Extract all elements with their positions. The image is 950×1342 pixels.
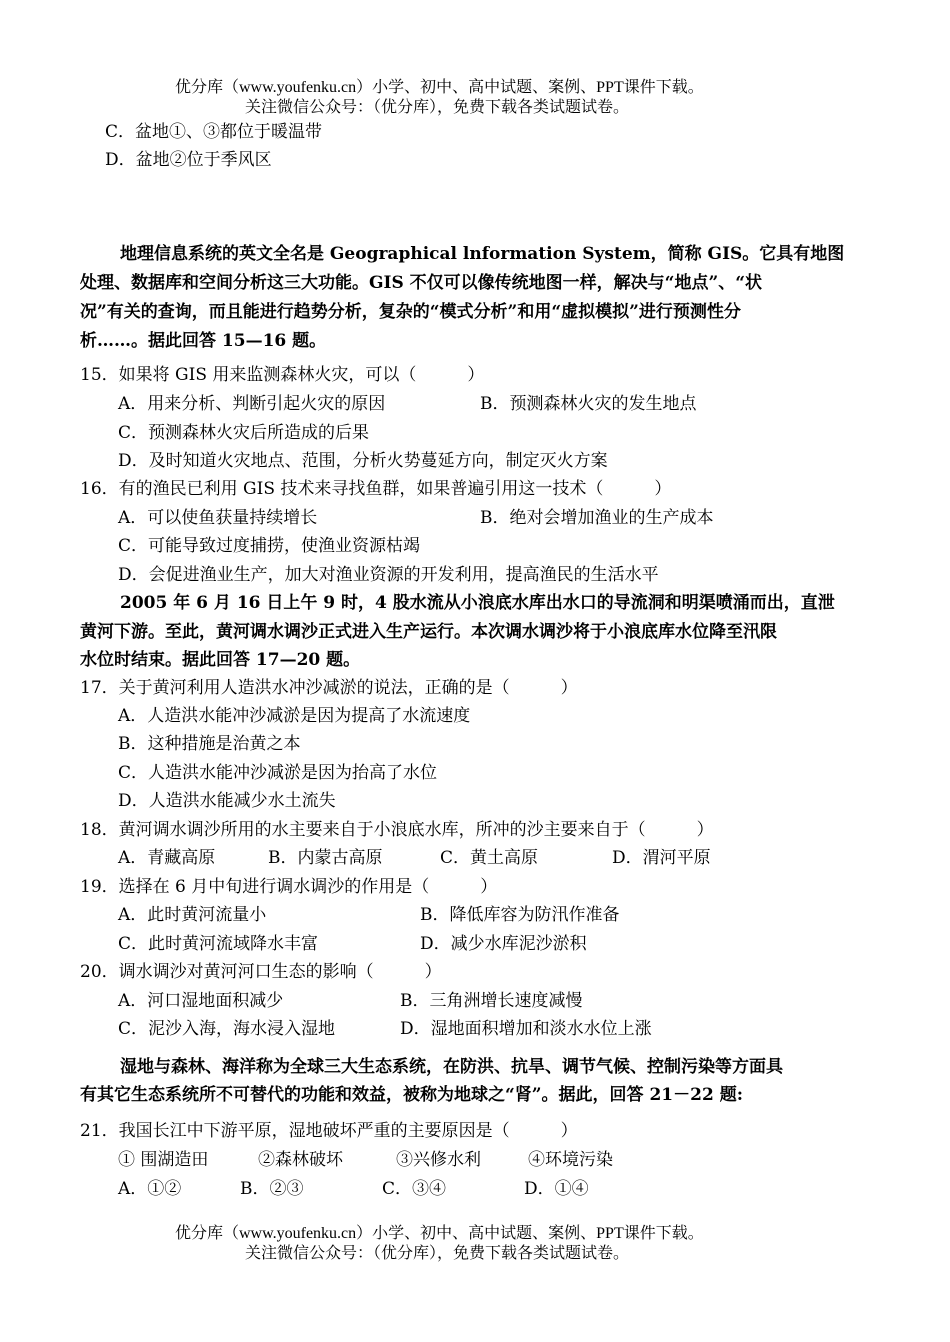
passage-line: 有其它生态系统所不可替代的功能和效益，被称为地球之“肾”。据此，回答 21－22 题: [80, 1085, 743, 1105]
passage-line: 处理、数据库和空间分析这三大功能。GIS 不仅可以像传统地图一样，解决与“地点”、“状 [80, 273, 762, 293]
option-d: D．盆地②位于季风区 [105, 150, 272, 170]
footer-line-2: 关注微信公众号：（优分库），免费下载各类试题试卷。 [245, 1245, 630, 1262]
question-stem: 18．黄河调水调沙所用的水主要来自于小浪底水库，所冲的沙主要来自于（ ） [80, 820, 714, 840]
question-stem: 15．如果将 GIS 用来监测森林火灾，可以（ ） [80, 365, 485, 385]
option-c: C．预测森林火灾后所造成的后果 [118, 423, 370, 443]
choice-item-1: ① 围湖造田 [118, 1150, 209, 1170]
question-stem: 19．选择在 6 月中旬进行调水调沙的作用是（ ） [80, 877, 498, 897]
header-line-1: 优分库（www.youfenku.cn）小学、初中、高中试题、案例、PPT课件下载。 [175, 79, 704, 96]
option-a: A．用来分析、判断引起火灾的原因 [118, 394, 386, 414]
option-d: D．减少水库泥沙淤积 [420, 934, 587, 954]
option-a: A．青藏高原 [118, 848, 216, 868]
option-d: D．①④ [524, 1179, 589, 1199]
option-a: A．河口湿地面积减少 [118, 991, 284, 1011]
question-stem: 17．关于黄河利用人造洪水冲沙减淤的说法，正确的是（ ） [80, 678, 578, 698]
option-b: B．预测森林火灾的发生地点 [480, 394, 697, 414]
option-d: D．渭河平原 [612, 848, 711, 868]
passage-line: 析……。据此回答 15—16 题。 [80, 331, 327, 351]
option-b: B．这种措施是治黄之本 [118, 734, 301, 754]
question-stem: 21．我国长江中下游平原，湿地破坏严重的主要原因是（ ） [80, 1121, 578, 1141]
passage-line: 水位时结束。据此回答 17—20 题。 [80, 650, 361, 670]
option-c: C．可能导致过度捕捞，使渔业资源枯竭 [118, 536, 421, 556]
option-b: B．降低库容为防汛作准备 [420, 905, 620, 925]
choice-item-4: ④环境污染 [528, 1150, 613, 1170]
header-line-2: 关注微信公众号：（优分库），免费下载各类试题试卷。 [245, 99, 630, 116]
option-b: B．三角洲增长速度减慢 [400, 991, 583, 1011]
option-d: D．及时知道火灾地点、范围，分析火势蔓延方向，制定灭火方案 [118, 451, 608, 471]
option-c: C．盆地①、③都位于暖温带 [105, 122, 323, 142]
option-a: A．人造洪水能冲沙减淤是因为提高了水流速度 [118, 706, 471, 726]
option-c: C．此时黄河流域降水丰富 [118, 934, 319, 954]
option-c: C．黄土高原 [440, 848, 539, 868]
question-stem: 16．有的渔民已利用 GIS 技术来寻找鱼群，如果普遍引用这一技术（ ） [80, 479, 672, 499]
choice-item-3: ③兴修水利 [396, 1150, 481, 1170]
option-c: C．人造洪水能冲沙减淤是因为抬高了水位 [118, 763, 438, 783]
passage-line: 黄河下游。至此，黄河调水调沙正式进入生产运行。本次调水调沙将于小浪底库水位降至汛限 [80, 622, 777, 642]
footer-line-1: 优分库（www.youfenku.cn）小学、初中、高中试题、案例、PPT课件下载。 [175, 1225, 704, 1242]
passage-line: 2005 年 6 月 16 日上午 9 时，4 股水流从小浪底水库出水口的导流洞和明渠喷涌而出，直泄 [120, 593, 835, 613]
question-stem: 20．调水调沙对黄河河口生态的影响（ ） [80, 962, 442, 982]
option-d: D．会促进渔业生产，加大对渔业资源的开发利用，提高渔民的生活水平 [118, 565, 659, 585]
option-a: A．可以使鱼获量持续增长 [118, 508, 318, 528]
choice-item-2: ②森林破坏 [258, 1150, 343, 1170]
option-d: D．人造洪水能减少水土流失 [118, 791, 336, 811]
option-a: A．①② [118, 1179, 182, 1199]
option-b: B．内蒙古高原 [268, 848, 383, 868]
option-d: D．湿地面积增加和淡水水位上涨 [400, 1019, 652, 1039]
passage-line: 地理信息系统的英文全名是 Geographical lnformation System，简称 GIS。它具有地图 [120, 244, 845, 264]
option-c: C．泥沙入海，海水浸入湿地 [118, 1019, 336, 1039]
option-b: B．②③ [240, 1179, 304, 1199]
option-a: A．此时黄河流量小 [118, 905, 267, 925]
passage-line: 况”有关的查询，而且能进行趋势分析，复杂的“模式分析”和用“虚拟模拟”进行预测性分 [80, 302, 741, 322]
passage-line: 湿地与森林、海洋称为全球三大生态系统，在防洪、抗旱、调节气候、控制污染等方面具 [120, 1057, 783, 1077]
option-b: B．绝对会增加渔业的生产成本 [480, 508, 714, 528]
option-c: C．③④ [382, 1179, 447, 1199]
